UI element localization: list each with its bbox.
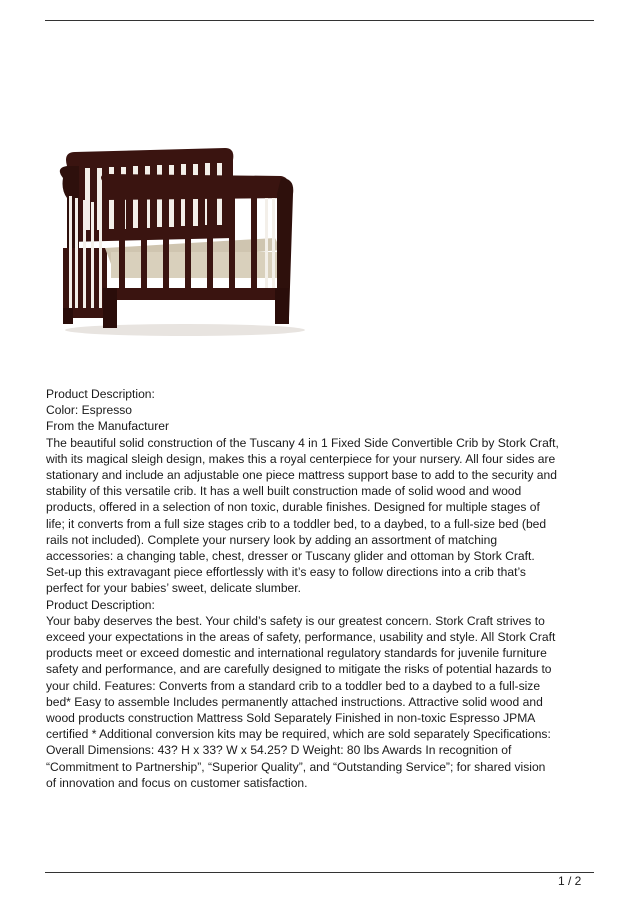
text-line: stability of this versatile crib. It has a well built construction made of solid wood and wood — [46, 484, 522, 499]
text-line: Color: Espresso — [46, 403, 133, 418]
text-line: safety and performance, and are carefully designed to mitigate the risks of potential hazards to — [46, 662, 552, 677]
header-rule — [45, 20, 594, 21]
text-line: Set-up this extravagant piece effortlessly with it’s easy to follow directions into a crib that’s — [46, 565, 526, 580]
description-text — [46, 386, 596, 791]
text-line: products meet or exceed domestic and international regulatory standards for juvenile furniture — [46, 646, 547, 661]
text-line: The beautiful solid construction of the Tuscany 4 in 1 Fixed Side Convertible Crib by Stork Craft, — [46, 435, 559, 450]
text-line: with its magical sleigh design, makes this a royal centerpiece for your nursery. All four sides are — [46, 451, 556, 466]
text-line: life; it converts from a full size stages crib to a toddler bed, to a daybed, to a full-size bed (bed — [46, 516, 547, 531]
text-line: accessories: a changing table, chest, dresser or Tuscany glider and ottoman by Stork Craft. — [46, 549, 535, 564]
text-line: of innovation and focus on customer satisfaction. — [46, 775, 308, 790]
text-line: perfect for your babies’ sweet, delicate slumber. — [46, 581, 301, 596]
footer-rule — [45, 872, 594, 873]
text-line: Your baby deserves the best. Your child’s safety is our greatest concern. Stork Craft strives to — [46, 613, 545, 628]
text-line: bed* Easy to assemble Includes permanently attached instructions. Attractive solid wood and — [46, 694, 543, 709]
text-line: “Commitment to Partnership”, “Superior Quality”, and “Outstanding Service”; for shared vision — [46, 759, 546, 774]
text-line: Overall Dimensions: 43? H x 33? W x 54.25? D Weight: 80 lbs Awards In recognition of — [46, 743, 512, 758]
text-line: certified * Additional conversion kits may be required, which are sold separately Specifications: — [46, 727, 551, 742]
text-line: Product Description: — [46, 597, 155, 612]
crib-product-image — [45, 138, 307, 344]
text-line: exceed your expectations in the areas of safety, performance, usability and style. All Stork Craft — [46, 630, 556, 645]
text-line: From the Manufacturer — [46, 419, 169, 434]
text-line: Product Description: — [46, 387, 155, 401]
text-line: wood products construction Mattress Sold Separately Finished in non-toxic Espresso JPMA — [46, 711, 536, 726]
text-line: products, offered in a selection of non toxic, durable finishes. Designed for multiple stages of — [46, 500, 540, 515]
page-number: 1 / 2 — [558, 874, 582, 888]
text-line: rails not included). Complete your nursery look by adding an assortment of matching — [46, 532, 498, 547]
text-line: stationary and include an adjustable one piece mattress support base to add to the security and — [46, 468, 557, 483]
text-line: your child. Features: Converts from a standard crib to a toddler bed to a daybed to a full-size — [46, 678, 541, 693]
